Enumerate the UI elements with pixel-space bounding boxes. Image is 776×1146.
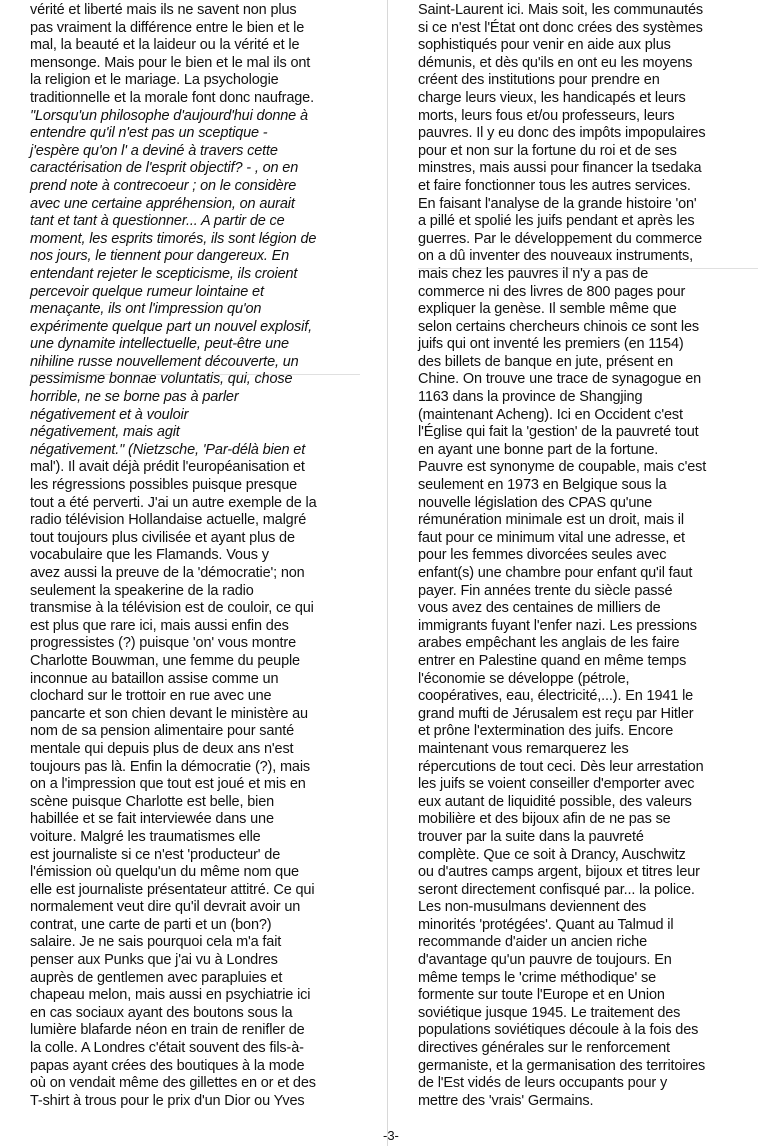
text-line: pour et non sur la fortune du roi et de ses [418,142,677,159]
text-line: seront directement confisqué par... la police. [418,881,695,898]
text-line: vous avez des centaines de milliers de [418,600,661,617]
text-line: immigrants fuyant l'enfer nazi. Les pressions [418,617,697,634]
text-line: soviétique jusque 1945. Le traitement des [418,1004,681,1021]
text-line: 1163 dans la province de Shangjing [418,389,643,406]
text-line: les régressions possibles puisque presque [30,477,298,494]
text-line: minorités 'protégées'. Quant au Talmud il [418,916,674,933]
text-line: avec une certaine appréhension, on aurait [30,195,295,212]
text-line: grand mufti de Jérusalem est reçu par Hitler [418,705,694,722]
text-line: tout a été perverti. J'ai un autre exemple de la [30,494,317,511]
text-line: recommande d'aider un ancien riche [418,934,647,951]
text-line: commerce ni des livres de 800 pages pour [418,283,686,300]
text-line: la colle. A Londres c'était souvent des fils-à- [30,1040,304,1057]
text-line: menaçante, ils ont l'impression qu'on [30,301,262,318]
text-line: moment, les esprits timorés, ils sont légion de [30,230,317,247]
text-line: la religion et le mariage. La psychologie [30,72,279,89]
text-line: mettre des 'vrais' Germains. [418,1092,594,1109]
text-line: pessimisme bonnae voluntatis, qui, chose [30,371,293,388]
text-line: nouvelle législation des CPAS qu'une [418,494,653,511]
page-number: -3- [383,1128,399,1143]
text-line: toujours pas là. Enfin la démocratie (?), mais [30,758,311,775]
text-line: payer. Fin années trente du siècle passé [418,582,673,599]
text-line: morts, leurs fous et/ou professeurs, leurs [418,107,675,124]
text-line: tout toujours plus civilisée et ayant plus de [30,529,295,546]
text-line: prend note à contrecoeur ; on le considère [30,177,297,194]
text-line: est plus que rare ici, mais aussi enfin des [30,617,289,634]
text-line: Pauvre est synonyme de coupable, mais c'est [418,459,707,476]
text-line: sophistiqués pour venir en aide aux plus [418,37,671,54]
text-line: salaire. Je ne sais pourquoi cela m'a fait [30,934,282,951]
text-line: coopératives, eau, électricité,...). En 1941 le [418,688,694,705]
text-line: chapeau melon, mais aussi en psychiatrie ici [30,987,311,1004]
text-line: expliquer la genèse. Il semble même que [418,301,677,318]
text-line: papas ayant crées des boutiques à la mode [30,1057,305,1074]
text-line: contrat, une carte de parti et un (bon?) [30,916,272,933]
text-line: nom de sa pension alimentaire pour santé [30,723,295,740]
text-line: les juifs se voient conseiller d'emporter avec [418,776,695,793]
text-line: ou d'autres camps argent, bijoux et titres leur [418,864,700,881]
text-line: on a l'impression que tout est joué et mis en [30,776,306,793]
text-line: (maintenant Acheng). Ici en Occident c'est [418,406,683,423]
text-line: en cas sociaux ayant des boutons sous la [30,1004,293,1021]
text-line: d'avantage qu'un pauvre de toujours. En [418,952,672,969]
text-line: pour les femmes divorcées seules avec [418,547,667,564]
text-line: "Lorsqu'un philosophe d'aujourd'hui donne à [30,107,308,124]
text-line: traditionnelle et la morale font donc naufrage. [30,89,314,106]
text-line: seulement en 1973 en Belgique sous la [418,477,667,494]
text-line: auprès de gentlemen avec parapluies et [30,969,283,986]
text-line: complète. Que ce soit à Drancy, Auschwitz [418,846,686,863]
text-line: charge leurs vieux, les handicapés et leurs [418,89,686,106]
text-line: habillée et se fait interviewée dans une [30,811,274,828]
text-line: une dynamite intellectuelle, peut-être une [30,336,289,353]
text-line: et faire fonctionner tous les autres services. [418,177,691,194]
text-line: elle est journaliste présentateur attitré. Ce qui [30,881,315,898]
text-line: on a dû inventer des nouveaux instruments, [418,248,694,265]
text-line: selon certains chercheurs chinois ce sont les [418,318,699,335]
text-line: et prône l'extermination des juifs. Encore [418,723,674,740]
text-line: avez aussi la preuve de la 'démocratie'; non [30,565,305,581]
text-line: lumière blafarde néon en train de renifler de [30,1022,305,1039]
text-line: percevoir quelque rumeur lointaine et [30,283,264,300]
text-line: penser aux Punks que j'ai vu à Londres [30,952,278,969]
text-line: mensonge. Mais pour le bien et le mal ils ont [30,54,311,71]
text-line: maintenant vous remarquerez les [418,740,629,757]
text-line: de l'Est vidés de leurs occupants pour y [418,1075,668,1092]
text-line: scène puisque Charlotte est belle, bien [30,793,275,810]
text-line: si ce n'est l'État ont donc crées des systèmes [418,19,703,36]
text-line: mal, la beauté et la laideur ou la vérité et le [30,37,300,54]
text-line: enfant(s) une chambre pour enfant qu'il faut [418,565,693,581]
text-line: répercutions de tout ceci. Dès leur arrestation [418,758,704,775]
text-line: horrible, ne se borne pas à parler [30,389,239,406]
text-line: En faisant l'analyse de la grande histoire 'on' [418,195,697,212]
text-line: pas vraiment la différence entre le bien et le [30,19,305,36]
text-line: eux autant de liquidité possible, des valeurs [418,793,692,810]
text-line: trouver par la suite dans la pauvreté [418,828,644,845]
text-line: nihiline russe nouvellement découverte, un [30,353,299,370]
text-line: entendre qu'il n'est pas un sceptique - [30,125,268,142]
text-line: où on vendait même des gillettes en or et des [30,1075,316,1092]
text-line: mais chez les pauvres il n'y a pas de [418,265,649,282]
text-line: mal'). Il avait déjà prédit l'européanisation et [30,459,305,476]
text-line: l'économie se développe (pétrole, [418,670,630,687]
left-text-column [30,2,370,1110]
text-line: même temps le 'crime méthodique' se [418,969,657,986]
text-line: négativement, mais agit [30,424,180,441]
text-line: arabes empêchant les anglais de les faire [418,635,680,652]
text-line: guerres. Par le développement du commerce [418,230,702,247]
text-line: Charlotte Bouwman, une femme du peuple [30,652,300,669]
text-line: directives générales sur le renforcement [418,1040,670,1057]
text-line: l'émission où quelqu'un du même nom que [30,864,299,881]
text-line: en ayant une bonne part de la fortune. [418,441,659,458]
text-line: a pillé et spolié les juifs pendant et après les [418,213,695,230]
text-line: juifs qui ont inventé les premiers (en 1154) [418,336,684,353]
text-line: inconnue au bataillon assise comme un [30,670,279,687]
text-line: entrer en Palestine quand en même temps [418,652,687,669]
text-line: germaniste, et la germanisation des territoires [418,1057,706,1074]
text-line: vocabulaire que les Flamands. Vous y [30,547,269,564]
text-line: seulement la speakerine de la radio [30,582,254,599]
text-line: l'Église qui fait la 'gestion' de la pauvreté tout [418,424,699,441]
text-line: populations soviétiques découle à la fois des [418,1022,699,1039]
text-line: transmise à la télévision est de couloir, ce qui [30,600,314,617]
text-line: négativement." (Nietzsche, 'Par-délà bien et [30,441,306,458]
text-line: Chine. On trouve une trace de synagogue en [418,371,702,388]
text-line: T-shirt à trous pour le prix d'un Dior ou Yves [30,1092,305,1109]
text-line: rémunération minimale est un droit, mais il [418,512,684,529]
text-line: expérimente quelque part un nouvel explosif, [30,318,312,335]
text-line: mentale qui depuis plus de deux ans n'est [30,740,294,757]
text-line: faut pour ce minimum vital une adresse, et [418,529,685,546]
text-line: caractérisation de l'esprit objectif? - , on en [30,160,299,177]
text-line: radio télévision Hollandaise actuelle, malgré [30,512,307,529]
right-text-column [418,2,758,1110]
column-divider [387,0,388,1146]
text-line: mobilière et des bijoux afin de ne pas se [418,811,671,828]
text-line: progressistes (?) puisque 'on' vous montre [30,635,297,652]
text-line: normalement veut dire qu'il devrait avoir un [30,899,301,916]
text-line: clochard sur le trottoir en rue avec une [30,688,272,705]
text-line: des billets de banque en jute, présent en [418,353,674,370]
text-line: négativement et à vouloir [30,406,189,423]
text-line: Saint-Laurent ici. Mais soit, les communautés [418,2,703,18]
text-line: j'espère qu'on l' a deviné à travers cette [30,142,278,159]
text-line: pancarte et son chien devant le ministère au [30,705,308,722]
text-line: nos jours, le tiennent pour dangereux. En [30,248,290,265]
text-line: vérité et liberté mais ils ne savent non plus [30,2,297,18]
text-line: voiture. Malgré les traumatismes elle [30,828,261,845]
text-line: formente sur toute l'Europe et en Union [418,987,665,1004]
text-line: Les non-musulmans deviennent des [418,899,647,916]
text-line: démunis, et dès qu'ils en ont eu les moyens [418,54,693,71]
text-line: entendant rejeter le scepticisme, ils croient [30,265,298,282]
text-line: tant et tant à questionner... A partir de ce [30,213,285,230]
text-line: est journaliste si ce n'est 'producteur' de [30,846,281,863]
text-line: minstres, mais aussi pour financer la tsedaka [418,160,702,177]
text-line: créent des institutions pour prendre en [418,72,660,89]
text-line: pauvres. Il y eu donc des impôts impopulaires [418,125,706,142]
